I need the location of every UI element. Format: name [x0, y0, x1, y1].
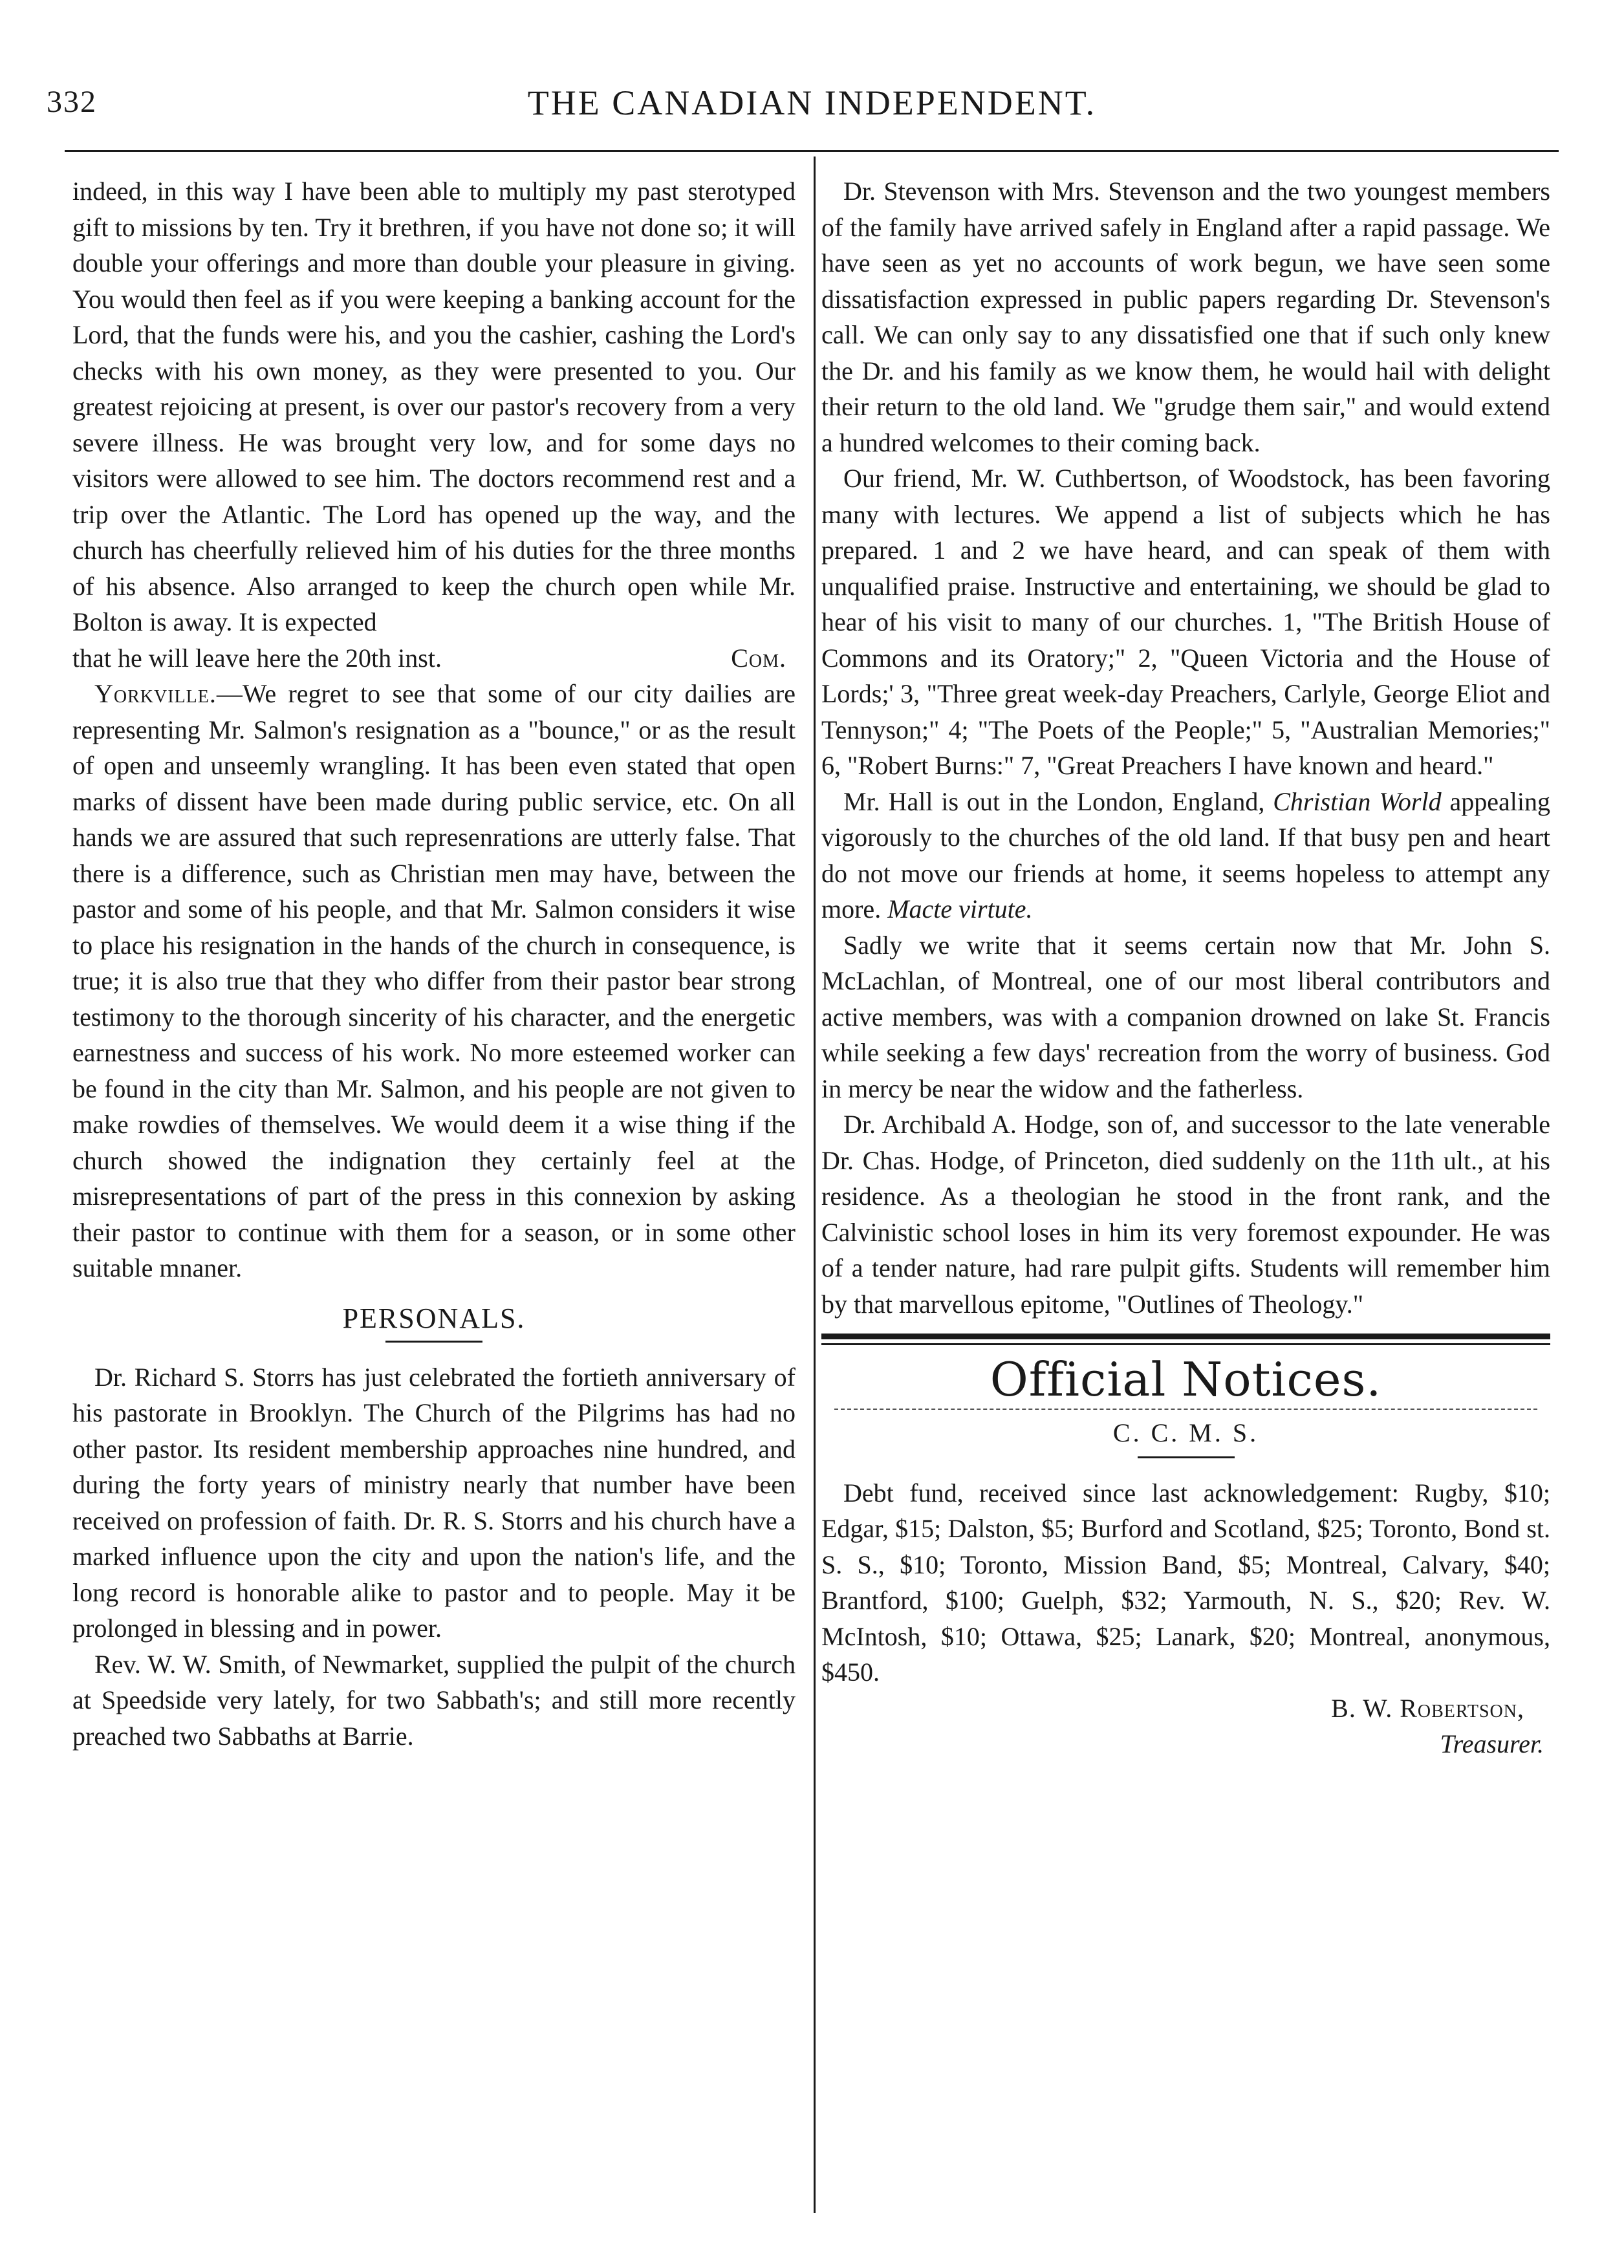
- paragraph-giving-end: that he will leave here the 20th inst.: [72, 643, 442, 673]
- yorkville-lead: Yorkville.: [94, 679, 217, 708]
- hall-text-end: appealing vigorously to the churches of the old land. If that busy pen and heart do not move our friends at home, it seems hopeless to attempt any more.: [821, 786, 1550, 923]
- ccms-heading: C. C. M. S.: [1112, 1418, 1259, 1447]
- right-column: [821, 173, 1550, 2230]
- journal-title: THE CANADIAN INDEPENDENT.: [527, 83, 1097, 122]
- paragraph-yorkville: [72, 676, 796, 1286]
- hall-paper-name: Christian World: [1273, 786, 1442, 816]
- paragraph-stevenson: Dr. Stevenson with Mrs. Stevenson and the two youngest members of the family have arrived safely in England after a rapid passage. We have seen as yet no accounts of work begun, we have seen some dissatisfaction expressed in public papers regarding Dr. Stevenson's call. We can only say to any dissatisfied one that if such only knew the Dr. and his family as we know them, he would hail with delight their return to the old land. We "grudge them sair," and would extend a hundred welcomes to their coming back.: [821, 177, 1550, 457]
- personals-rule: [385, 1341, 482, 1343]
- notices-double-rule: [821, 1334, 1550, 1345]
- paragraph-hall: [821, 784, 1550, 927]
- paragraph-giving: indeed, in this way I have been able to multiply my past sterotyped gift to missions by ten. Try it brethren, if you have not done so; it will double your offerings and more than double your pleasure in giving. You would then feel as if you were keeping a banking account for the Lord, that the funds were his, and you the cashier, cashing the Lord's checks with his own money, as they were presented to you. Our greatest rejoicing at present, is over our pastor's recovery from a very severe illness. He was brought very low, and for some days no visitors were allowed to see him. The doctors recommend rest and a trip over the Atlantic. The Lord has opened up the way, and the church has cheerfully relieved him of his duties for the three months of his absence. Also arranged to keep the church open while Mr. Bolton is away. It is expected: [72, 177, 796, 636]
- treasurer-signature: B. W. Robertson,: [1331, 1693, 1524, 1723]
- paragraph-giving-last-line: [72, 640, 796, 676]
- header-rule: [65, 150, 1559, 152]
- paragraph-debt-fund: Debt fund, received since last acknowledgement: Rugby, $10; Edgar, $15; Dalston, $5; Burford and Scotland, $25; Toronto, Bond st. S. S., $10; Toronto, Mission Band, $5; Montreal, Calvary, $40; Brantford, $100; Guelph, $32; Yarmouth, N. S., $20; Rev. W. McIntosh, $10; Ottawa, $25; Lanark, $20; Montreal, anonymous, $450.: [821, 1478, 1550, 1687]
- hall-motto: Macte virtute.: [887, 894, 1033, 923]
- paragraph-storrs: Dr. Richard S. Storrs has just celebrated the fortieth anniversary of his pastorate in Brooklyn. The Church of the Pilgrims has had no other pastor. Its resident membership approaches nine hundred, and during the forty years of ministry nearly that number have been received on profession of faith. Dr. R. S. Storrs and his church have a marked influence upon the city and upon the nation's life, and the long record is honorable alike to pastor and to people. May it be prolonged in blessing and in power.: [72, 1362, 796, 1643]
- paragraph-smith: Rev. W. W. Smith, of Newmarket, supplied the pulpit of the church at Speedside very lately, for two Sabbath's; and still more recently preached two Sabbaths at Barrie.: [72, 1649, 796, 1751]
- paragraph-cuthbertson: Our friend, Mr. W. Cuthbertson, of Woodstock, has been favoring many with lectures. We append a list of subjects which he has prepared. 1 and 2 we have heard, and can speak of them with unqualified praise. Instructive and entertaining, we should be glad to hear of his visit to many of our churches. 1, "The British House of Commons and its Oratory;" 2, "Queen Victoria and the House of Lords;' 3, "Three great week-day Preachers, Carlyle, George Eliot and Tennyson;" 4; "The Poets of the People;" 5, "Australian Memories;" 6, "Robert Burns:" 7, "Great Preachers I have known and heard.": [821, 464, 1550, 780]
- paragraph-hodge: Dr. Archibald A. Hodge, son of, and successor to the late venerable Dr. Chas. Hodge, of Princeton, died suddenly on the 11th ult., at his residence. As a theologian he stood in the front rank, and the Calvinistic school loses in him its very foremost expounder. He was of a tender nature, had rare pulpit gifts. Students will remember him by that marvellous epitome, "Outlines of Theology.": [821, 1110, 1550, 1319]
- treasurer-title: Treasurer.: [1440, 1729, 1544, 1758]
- column-divider: [814, 157, 816, 2213]
- yorkville-text: —We regret to see that some of our city dailies are representing Mr. Salmon's resignation as a "bounce," or as the result of open and unseemly wrangling. It has been even stated that open marks of dissent have been made during public service, etc. On all hands we are assured that such represenrations are utterly false. That there is a difference, such as Christian men may have, between the pastor and some of his people, and that Mr. Salmon considers it wise to place his resignation in the hands of the church in consequence, is true; it is also true that they who differ from their pastor bear strong testimony to the thorough sincerity of his character, and the energetic earnestness and success of his work. No more esteemed worker can be found in the city than Mr. Salmon, and his people are not given to make rowdies of themselves. We would deem it a wise thing if the church showed the indignation they certainly feel at the misrepresentations of part of the press in this connexion by asking their pastor to continue with them for a season, or in some other suitable mnaner.: [72, 679, 796, 1282]
- notices-dash-rule: [834, 1409, 1537, 1410]
- signoff-com: Com.: [731, 643, 786, 673]
- official-notices-heading: Official Notices.: [990, 1352, 1382, 1407]
- personals-heading: PERSONALS.: [342, 1302, 526, 1334]
- paragraph-mclachlan: Sadly we write that it seems certain now that Mr. John S. McLachlan, of Montreal, one of our most liberal contributors and active members, was with a companion drowned on lake St. Francis while seeking a few days' recreation from the worry of business. God in mercy be near the widow and the fatherless.: [821, 930, 1550, 1103]
- left-column: [72, 173, 796, 2230]
- page-number: 332: [47, 85, 97, 119]
- hall-text-start: Mr. Hall is out in the London, England,: [843, 786, 1273, 816]
- ccms-rule: [1138, 1456, 1235, 1458]
